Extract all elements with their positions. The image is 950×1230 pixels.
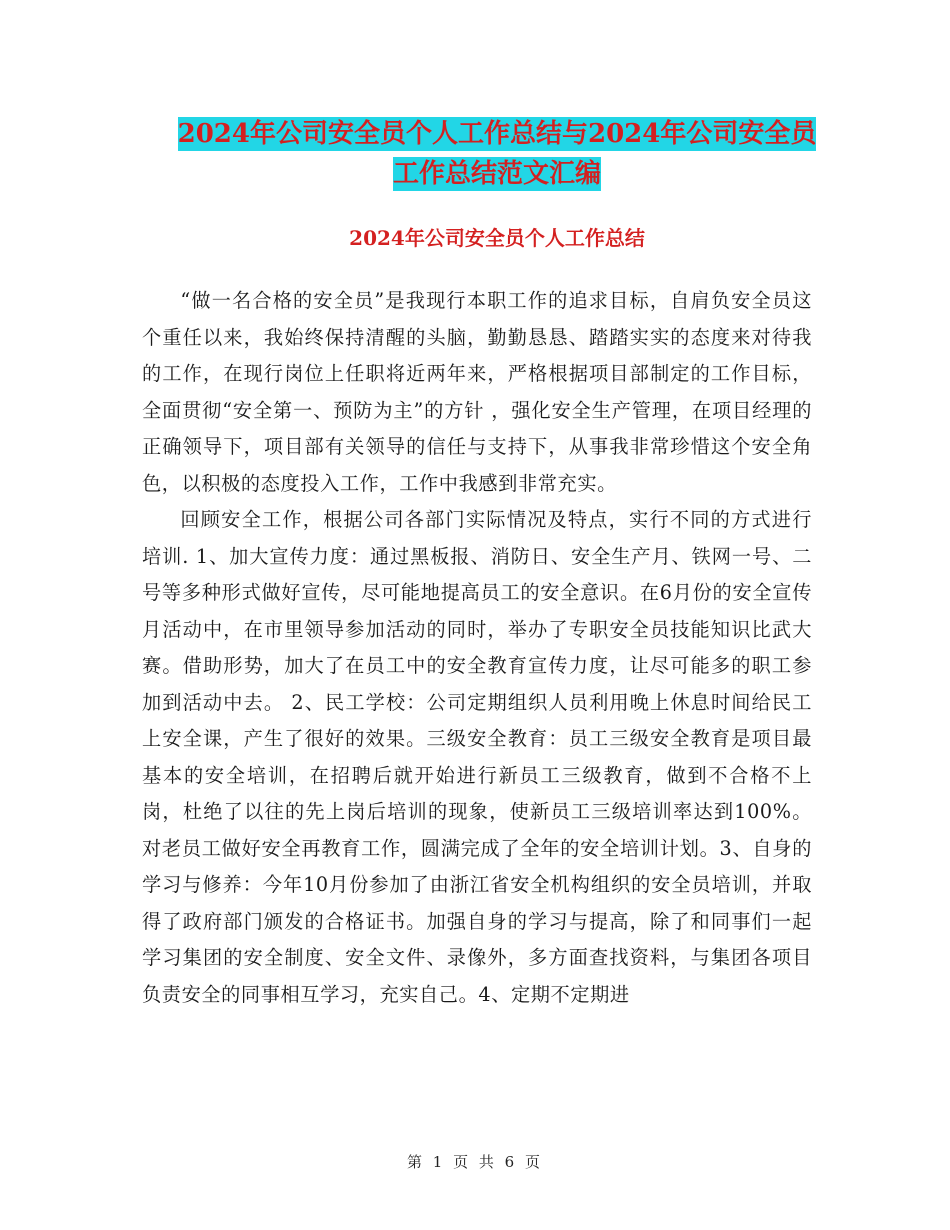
title-highlight: 2024年公司安全员个人工作总结与2024年公司安全员: [177, 119, 817, 149]
document-body: [142, 283, 812, 1013]
section-title: 2024年公司安全员个人工作总结: [349, 226, 645, 250]
paragraph: 回顾安全工作，根据公司各部门实际情况及特点，实行不同的方式进行培训. 1、加大宣传力度：通过黑板报、消防日、安全生产月、铁网一号、二号等多种形式做好宣传，尽可能地提高员工的安全意识。在6月份的安全宣传月活动中，在市里领导参加活动的同时，举办了专职安全员技能知识比武大赛。借助形势，加大了在员工中的安全教育宣传力度，让尽可能多的职工参加到活动中去。 2、民工学校：公司定期组织人员利用晚上休息时间给民工上安全课，产生了很好的效果。三级安全教育：员工三级安全教育是项目最基本的安全培训，在招聘后就开始进行新员工三级教育，做到不合格不上岗，杜绝了以往的先上岗后培训的现象，使新员工三级培训率达到100%。对老员工做好安全再教育工作，圆满完成了全年的安全培训计划。3、自身的学习与修养：今年10月份参加了由浙江省安全机构组织的安全员培训，并取得了政府部门颁发的合格证书。加强自身的学习与提高，除了和同事们一起学习集团的安全制度、安全文件、录像外，多方面查找资料，与集团各项目负责安全的同事相互学习，充实自己。4、定期不定期进: [142, 508, 812, 1006]
paragraph: “做一名合格的安全员”是我现行本职工作的追求目标，自肩负安全员这个重任以来，我始终保持清醒的头脑，勤勤恳恳、踏踏实实的态度来对待我的工作，在现行岗位上任职将近两年来，严格根据项目部制定的工作目标，全面贯彻“安全第一、预防为主”的方针 ，强化安全生产管理，在项目经理的正确领导下，项目部有关领导的信任与支持下，从事我非常珍惜这个安全角色，以积极的态度投入工作，工作中我感到非常充实。: [142, 289, 812, 495]
title-highlight: 工作总结范文汇编: [392, 159, 601, 189]
document-title-line-2: [140, 150, 854, 198]
page-footer: 第 1 页 共 6 页: [407, 1153, 543, 1171]
